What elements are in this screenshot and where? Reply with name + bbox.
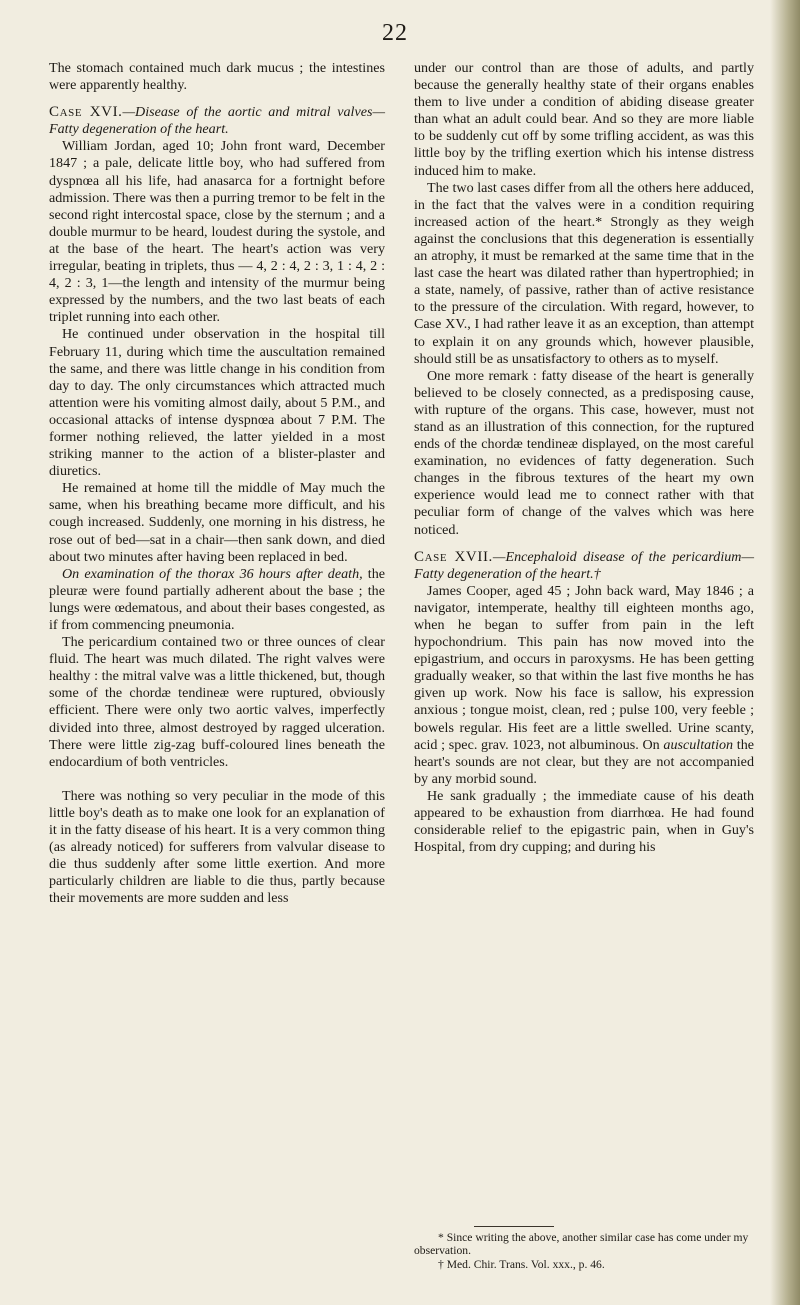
case-heading [414,549,754,583]
footnote: * Since writing the above, another similar case has come under my observation. [414,1231,749,1258]
paragraph [414,180,754,368]
case-title: —Encephaloid disease of the pericardium—Fatty degeneration of the heart.† [414,548,754,582]
paragraph-text: The pericardium contained two or three ounces of clear fluid. The heart was much dilated. The right valves were healthy : the mitral valve was a little thickened, but, though some of the chordæ tendineæ were ruptured, obviously efficient. There were only two aortic valves, imperfectly divided into three, almost destroyed by ragged ulceration. There were little zig-zag buff-coloured lines beneath the endocardium of both ventricles. [49,634,385,770]
paragraph [49,138,385,326]
footnotes [414,1226,754,1271]
right-column [414,60,754,856]
paragraph-text: He remained at home till the middle of May much the same, when his breathing became more difficult, and his cough increased. Suddenly, one morning in his distress, he rose out of bed—sat in a chair—then sank down, and died about two minutes after having been replaced in bed. [49,480,385,565]
paragraph-text: the pleuræ were found partially adherent about the base ; the lungs were œdematous, and about their bases congested, as if from commencing pneumonia. [49,565,385,633]
page-number: 22 [382,20,408,46]
paragraph [49,60,385,94]
italic-term: auscultation [663,736,734,753]
paragraph-text: The two last cases differ from all the others here adduced, in the fact that the valves were in a condition requiring increased action of the heart.* Strongly as they weigh against the conclusions that this degeneration is essentially an atrophy, it must be remarked at the same time that in the last case the heart was dilated rather than hypertrophied; in a state, namely, of passive, rather than of active resistance to the pressure of the circulation. With regard, however, to Case XV., I had rather leave it as an exception, than attempt to explain it on any grounds which, however plausible, should still be as unsatisfactory to others as to myself. [414,179,754,367]
footnote: † Med. Chir. Trans. Vol. xxx., p. 46. [438,1257,605,1271]
paragraph-text: the heart's sounds are not clear, but they are not accompanied by any morbid sound. [414,736,755,787]
paragraph [49,326,385,480]
paragraph-text: He sank gradually ; the immediate cause of his death appeared to be exhaustion from diarrhœa. He had found considerable relief to the epigastric pain, when in Guy's Hospital, from dry cupping; and during his [414,787,754,856]
case-title: —Disease of the aortic and mitral valves—Fatty degeneration of the heart. [49,104,385,138]
page-edge-shadow [770,0,800,1305]
paragraph [414,583,754,788]
case-label: Case XVII. [414,548,493,565]
paragraph [49,634,385,771]
paragraph-text: He continued under observation in the hospital till February 11, during which time the auscultation remained the same, and there was little change in his condition from day to day. The only circumstances which attracted much attention were his vomiting almost daily, about 5 P.M., and occasional attacks of intense dyspnœa about 7 P.M. The former nothing relieved, the latter yielded in a most striking manner to the action of a blister-plaster and diuretics. [49,326,385,480]
paragraph [49,788,385,908]
case-label: Case XVI. [49,104,123,121]
footnote-rule [474,1226,554,1227]
paragraph-text: William Jordan, aged 10; John front ward, December 1847 ; a pale, delicate little boy, who had suffered from dyspnœa all his life, had anasarca for a fortnight before admission. There was then a purring tremor to be felt in the second right intercostal space, close by the sternum ; and a double murmur to be heard, loudest during the systole, and at the base of the heart. The heart's action was very irregular, beating in triplets, thus — 4, 2 : 4, 2 : 3, 1 : 4, 2 : 4, 2 : 3, 1—the length and intensity of the murmur being expressed by the numbers, and the two last beats of each triplet running into each other. [49,138,385,326]
paragraph [414,788,754,856]
paragraph [414,60,754,180]
paragraph [49,566,385,634]
paragraph-text: James Cooper, aged 45 ; John back ward, May 1846 ; a navigator, intemperate, healthy till eighteen months ago, when he began to suffer from pain in the left hypochondrium. This pain has now moved into the epigastrium, and occurs in paroxysms. He has been getting gradually weaker, so that within the last five months he has given up work. Now his face is sallow, his expression anxious ; tongue moist, clean, red ; pulse 100, very feeble ; bowels regular. His feet are a little swelled. Urine scanty, acid ; spec. grav. 1023, not albuminous. On [414,582,754,753]
paragraph-text: under our control than are those of adults, and partly because the generally healthy state of their organs enables them to live under a condition of abiding disease greater than what an adult could bear. And so they are more liable to be suddenly cut off by some trifling accident, as was this little boy by the trifling exertion which his intense distress induced him to make. [414,60,754,179]
paragraph [414,368,754,539]
italic-lead: On examination of the thorax 36 hours after death, [62,565,363,582]
case-heading [49,104,385,138]
left-column [49,60,385,908]
paragraph-text: There was nothing so very peculiar in the mode of this little boy's death as to make one look for an explanation of it in the fatty disease of his heart. It is a very common thing (as already noticed) for sufferers from valvular disease to die thus suddenly after some little exertion. And more particularly children are liable to die thus, partly because their movements are more sudden and less [49,787,385,907]
paragraph-text: One more remark : fatty disease of the heart is generally believed to be closely connected, as a predisposing cause, with rupture of the organs. This case, however, must not stand as an illustration of this connection, for the ruptured ends of the chordæ tendineæ displayed, on the most careful examination, no evidences of fatty degeneration. Such changes in the fibrous textures of the heart my own experience would lead me to connect rather with that peculiar form of change of the valves which was here noticed. [414,367,754,538]
paragraph [49,480,385,565]
paragraph-text: The stomach contained much dark mucus ; the intestines were apparently healthy. [49,60,385,94]
